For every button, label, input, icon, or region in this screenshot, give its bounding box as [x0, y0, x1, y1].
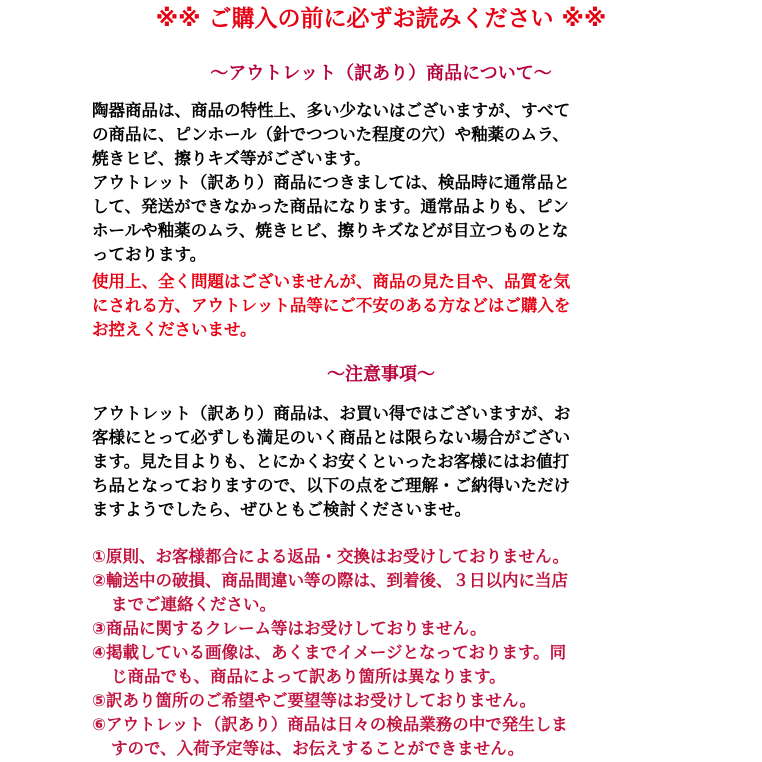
- text-line: ます。見た目よりも、とにかくお安くといったお客様にはお値打: [92, 452, 570, 471]
- page-title: ※※ ご購入の前に必ずお読みください ※※: [155, 6, 607, 32]
- text-line: 使用上、全く問題はございませんが、商品の見た目や、品質を気: [92, 272, 571, 291]
- text-line: 陶器商品は、商品の特性上、多い少ないはございますが、すべて: [92, 101, 571, 120]
- caution-section-heading: ～注意事項～: [327, 364, 435, 385]
- text-line: 客様にとって必ずしも満足のいく商品とは限らない場合がござい: [92, 428, 571, 447]
- caution-description: [92, 402, 692, 522]
- note-item: ④掲載している画像は、あくまでイメージとなっております。同: [92, 643, 567, 662]
- text-line: ますようでしたら、ぜひともご検討くださいませ。: [92, 500, 472, 519]
- caution-notes-list: [92, 545, 732, 761]
- outlet-section-heading: ～アウトレット（訳あり）商品について～: [210, 63, 552, 84]
- note-item: ②輸送中の破損、商品間違い等の際は、到着後、３日以内に当店: [92, 571, 568, 590]
- text-line: にされる方、アウトレット品等にご不安のある方などはご購入を: [92, 296, 571, 315]
- note-item: ③商品に関するクレーム等はお受けしておりません。: [92, 619, 487, 638]
- note-item-continuation: までご連絡ください。: [111, 595, 276, 614]
- note-item-continuation: じ商品でも、商品によって訳あり箇所は異なります。: [111, 667, 506, 686]
- text-line: 焼きヒビ、擦りキズ等がございます。: [92, 149, 371, 168]
- outlet-warning: [92, 270, 692, 342]
- text-line: の商品に、ピンホール（針でつついた程度の穴）や釉薬のムラ、: [92, 125, 569, 144]
- note-item: ⑤訳あり箇所のご希望やご要望等はお受けしておりません。: [92, 691, 536, 710]
- text-line: アウトレット（訳あり）商品につきましては、検品時に通常品と: [92, 173, 571, 192]
- text-line: ち品となっておりますので、以下の点をご理解・ご納得いただけ: [92, 476, 571, 495]
- text-line: お控えくださいませ。: [92, 320, 257, 339]
- note-item-continuation: すので、入荷予定等は、お伝えすることができません。: [111, 739, 525, 758]
- outlet-description: [92, 99, 692, 267]
- text-line: ホールや釉薬のムラ、焼きヒビ、擦りキズなどが目立つものとな: [92, 221, 569, 240]
- text-line: して、発送ができなかった商品になります。通常品よりも、ピン: [92, 197, 569, 216]
- note-item: ①原則、お客様都合による返品・交換はお受けしておりません。: [92, 547, 569, 566]
- text-line: っております。: [92, 245, 207, 264]
- note-item: ⑥アウトレット（訳あり）商品は日々の検品業務の中で発生しま: [92, 715, 568, 734]
- text-line: アウトレット（訳あり）商品は、お買い得ではございますが、お: [92, 404, 571, 423]
